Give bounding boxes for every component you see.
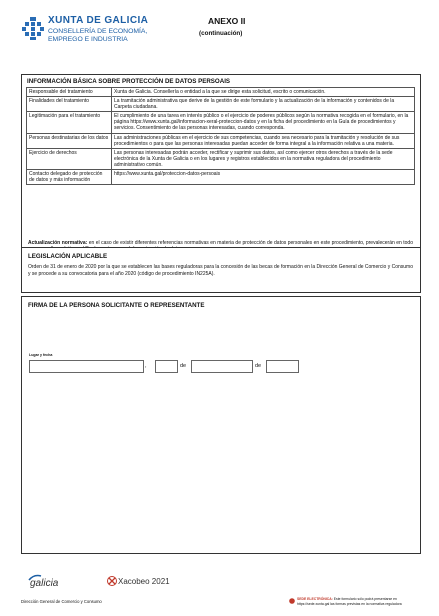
table-row — [27, 112, 415, 133]
legislation-text: Orden de 31 de enero de 2020 por la que se establecen las bases reguladoras para la concesión de las becas de formación en la Dirección General de Comercio y Consumo y se procede a su convocatoria para el año 2020 (código de procedimiento IN225A). — [28, 264, 413, 277]
row-label: Legitimación para el tratamiento — [27, 112, 112, 133]
row-label: Ejercicio de derechos — [27, 148, 112, 169]
annex-subtitle: (continuación) — [199, 30, 243, 37]
data-protection-table — [26, 87, 415, 185]
electronic-office-note — [297, 597, 421, 606]
department-line-1: CONSELLERÍA DE ECONOMÍA, — [48, 28, 148, 35]
row-value: Xunta de Galicia. Consellería o entidad a la que se dirige esta solicitud, escrito o comunicación. — [112, 88, 415, 97]
xacobeo-logo-icon — [107, 576, 117, 586]
comma-separator: , — [145, 363, 147, 369]
annex-title: ANEXO II — [208, 16, 246, 26]
day-field[interactable] — [155, 360, 178, 373]
row-value: El cumplimiento de una tarea en interés público o el ejercicio de poderes públicos según la normativa recogida en el formulario, en la página https://www.xunta.gal/informacion-xeral-proteccion-datos y en la ficha del procedimiento en la Guía de procedimientos y servicios. Consentimiento de las personas interesadas, cuando corresponda. — [112, 112, 415, 133]
electronic-seal-icon — [289, 598, 295, 604]
normative-text: en el caso de existir diferentes referencias normativas en materia de protección de datos personales en este procedimiento, prevalecerán en todo — [88, 240, 413, 246]
month-field[interactable] — [191, 360, 253, 373]
signature-section — [21, 296, 421, 554]
org-name: XUNTA DE GALICIA — [48, 15, 149, 26]
place-field[interactable] — [29, 360, 144, 373]
legislation-title: LEGISLACIÓN APLICABLE — [28, 253, 108, 260]
de-separator-1: de — [180, 363, 187, 369]
table-row — [27, 148, 415, 169]
place-date-label: Lugar y fecha — [29, 353, 53, 357]
table-row — [27, 170, 415, 185]
row-label: Responsable del tratamiento — [27, 88, 112, 97]
row-value: La tramitación administrativa que derive de la gestión de este formulario y la actualización de la información y contenidos de la Carpeta ciudadana. — [112, 97, 415, 112]
row-label: Personas destinatarias de los datos — [27, 133, 112, 148]
legislation-section — [21, 247, 421, 293]
galicia-logo: galicia — [30, 578, 59, 589]
de-separator-2: de — [255, 363, 262, 369]
year-field[interactable] — [266, 360, 299, 373]
department-line-2: EMPREGO E INDUSTRIA — [48, 36, 128, 43]
signature-title: FIRMA DE LA PERSONA SOLICITANTE O REPRESENTANTE — [28, 302, 205, 309]
data-protection-title: INFORMACIÓN BÁSICA SOBRE PROTECCIÓN DE DATOS PERSOAIS — [27, 78, 231, 85]
table-row — [27, 133, 415, 148]
row-value-link[interactable]: https://www.xunta.gal/proteccion-datos-persoais — [112, 170, 415, 185]
row-label: Finalidades del tratamiento — [27, 97, 112, 112]
row-value: Las administraciones públicas en el ejercicio de sus competencias, cuando sea necesario para la tramitación y resolución de sus procedimientos o para que las personas interesadas puedan acceder de forma integral a la información relativa a una materia. — [112, 133, 415, 148]
department-name — [48, 28, 178, 44]
table-row — [27, 97, 415, 112]
row-label: Contacto delegado de protección de datos y más información — [27, 170, 112, 185]
data-protection-section — [21, 74, 421, 262]
electronic-office-text: Este formulario sólo podrá presentarse en https://sede.xunta.gal las formas previstas en la normativa reguladora — [297, 597, 402, 606]
footer-department: Dirección General de Comercio y Consumo — [21, 599, 102, 604]
xunta-logo-icon — [21, 16, 45, 40]
table-row — [27, 88, 415, 97]
electronic-office-label: SEDE ELECTRÓNICA: — [297, 597, 333, 601]
row-value: Las personas interesadas podrán acceder, rectificar y suprimir sus datos, así como ejercer otros derechos a través de la sede electrónica de la Xunta de Galicia o en los lugares y registros establecidos en la normativa reguladora del procedimiento administrativo común. — [112, 148, 415, 169]
xacobeo-logo: Xacobeo 2021 — [118, 577, 170, 586]
normative-label: Actualización normativa: — [28, 240, 88, 246]
